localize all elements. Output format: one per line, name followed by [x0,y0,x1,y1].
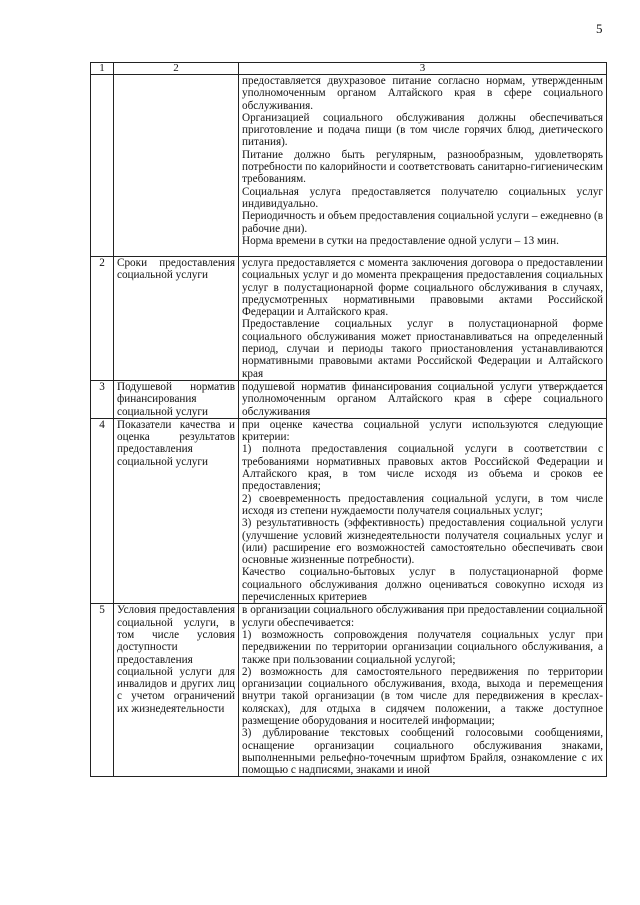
row-content [239,604,607,777]
page-number: 5 [596,21,603,36]
row-number: 3 [91,380,114,418]
column-header: 2 [114,63,239,75]
paragraph: 2) возможность для самостоятельного передвижения по территории организации социального обслуживания, входа, выхода и перемещения внутри такой организации (в том числе для передвижения в креслах-колясках), для отдыха в сидячем положении, а также доступное размещение оборудования и носителей информации; [242,665,603,727]
paragraph: при оценке качества социальной услуги используются следующие критерии: [242,418,603,444]
paragraph: Предоставление социальных услуг в полустационарной форме социального обслуживания может приостанавливаться на определенный период, случаи и периоды такого приостановления устанавливаются нормативными правовыми актами Российской Федерации и Алтайского края [242,318,603,380]
paragraph: 3) дублирование текстовых сообщений голосовыми сообщениями, оснащение организации социального обслуживания знаками, выполненными рельефно-точечным шрифтом Брайля, ознакомление с их помощью с надписями, знаками и иной [242,727,603,777]
row-number [91,75,114,257]
paragraph: Социальная услуга предоставляется получателю социальных услуг индивидуально. [242,185,603,210]
paragraph: Качество социально-бытовых услуг в полустационарной форме социального обслуживания должно оцениваться совокупно исходя из перечисленных критериев [242,566,603,604]
table-header-row [91,63,607,75]
row-number: 2 [91,257,114,381]
paragraph: 2) своевременность предоставления социальной услуги, в том числе исходя из степени нуждаемости получателя социальных услуг; [242,492,603,517]
row-number: 5 [91,604,114,777]
standard-table [90,62,607,777]
table-row [91,75,607,257]
paragraph: Организацией социального обслуживания должны обеспечиваться приготовление и подача пищи (в том числе горячих блюд, диетического питания). [242,111,603,149]
row-content [239,418,607,603]
row-content [239,380,607,418]
paragraph: 3) результативность (эффективность) предоставления социальной услуги (улучшение условий жизнедеятельности получателя социальных услуг и (или) расширение его возможностей самостоятельно обеспечивать свои основные жизненные потребности). [242,517,603,567]
paragraph: Периодичность и объем предоставления социальной услуги – ежедневно (в рабочие дни). [242,210,603,235]
row-title: Сроки предоставления социальной услуги [114,257,239,381]
paragraph: в организации социального обслуживания при предоставлении социальной услуги обеспечивается: [242,604,603,629]
table-row [91,418,607,603]
paragraph: 1) полнота предоставления социальной услуги в соответствии с требованиями нормативных правовых актов Российской Федерации и Алтайского края, в том числе исходя из объема и сроков ее предоставления; [242,443,603,493]
paragraph: услуга предоставляется с момента заключения договора о предоставлении социальных услуг и до момента прекращения предоставления социальных услуг в полустационарной форме социального обслуживания в случаях, предусмотренных нормативными правовыми актами Российской Федерации и Алтайского края. [242,257,603,319]
paragraph: Питание должно быть регулярным, разнообразным, удовлетворять потребности по калорийности и соответствовать санитарно-гигиеническим требованиям. [242,148,603,186]
column-header: 3 [239,63,607,75]
row-content [239,257,607,381]
paragraph: подушевой норматив финансирования социальной услуги утверждается уполномоченным органом Алтайского края в сфере социального обслуживания [242,380,603,418]
row-title [114,75,239,257]
paragraph: предоставляется двухразовое питание согласно нормам, утвержденным уполномоченным органом Алтайского края в сфере социального обслуживания. [242,75,603,112]
table-row [91,380,607,418]
row-content [239,75,607,257]
table-row [91,257,607,381]
paragraph: Норма времени в сутки на предоставление одной услуги – 13 мин. [242,234,559,247]
row-title: Показатели качества и оценка результатов предоставления социальной услуги [114,418,239,603]
table-row [91,604,607,777]
paragraph: 1) возможность сопровождения получателя социальных услуг при передвижении по территории организации социального обслуживания, а также при пользовании социальной услугой; [242,628,603,666]
row-title: Условия предоставления социальной услуги, в том числе условия доступности предоставления социальной услуги для инвалидов и других лиц с учетом ограничений их жизнедеятельности [114,604,239,777]
row-number: 4 [91,418,114,603]
row-title: Подушевой норматив финансирования социальной услуги [114,380,239,418]
column-header: 1 [91,63,114,75]
